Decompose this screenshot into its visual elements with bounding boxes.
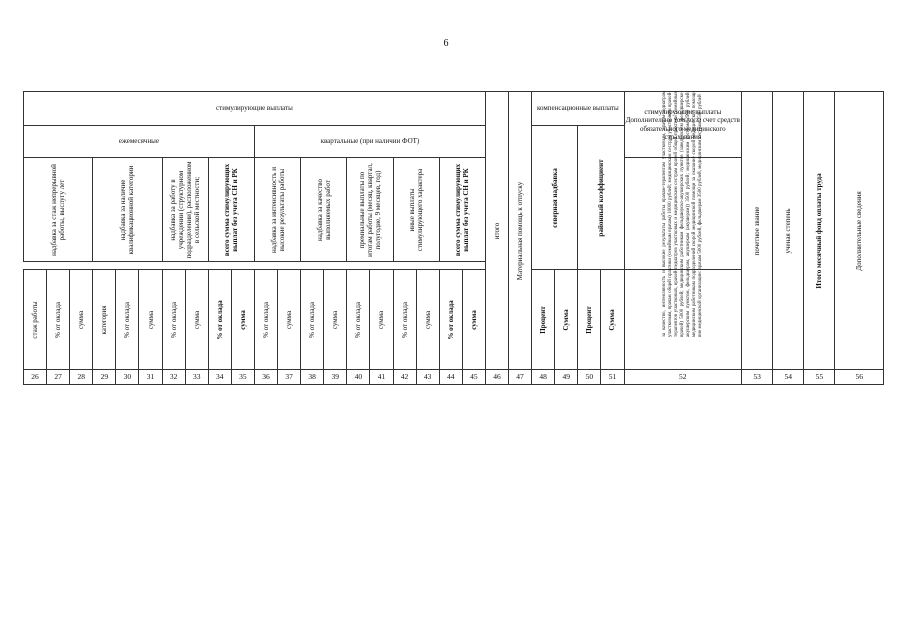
col-39: сумма (324, 270, 347, 370)
column-number: 50 (578, 370, 601, 385)
column-number: 30 (116, 370, 139, 385)
column-number: 27 (47, 370, 70, 385)
monthly-header: ежемесячные (24, 126, 255, 158)
column-number: 54 (773, 370, 804, 385)
group-quarterly-sum: всего сумма стимулирующих выплат без учета СН и РК (439, 158, 485, 262)
col-41: сумма (370, 270, 393, 370)
group-seniority: надбавка за стаж непрерывной работы, выслугу лет (24, 158, 93, 262)
monthly-fund-header: Итого месячный фонд оплаты труда (804, 92, 835, 370)
group-quality: надбавка за качество выполняемых работ (301, 158, 347, 262)
oms-stim-header: стимулирующие выплаты Дополнительно только за счет средств обязательного медицинского страхования (624, 92, 742, 158)
column-number: 31 (139, 370, 162, 385)
col-32: % от оклада (162, 270, 185, 370)
group-bonus: премиальные выплаты по итогам работы (месяц, квартал, полугодие, 9 месяцев, год) (347, 158, 393, 262)
group-monthly-sum: всего сумма стимулирующих выплат без учета СН и РК (208, 158, 254, 262)
column-number: 39 (324, 370, 347, 385)
group-intensity: надбавка за интенсивность и высокие результаты работы (254, 158, 300, 262)
stimulating-header: стимулирующие выплаты (24, 92, 486, 126)
col-37: сумма (278, 270, 301, 370)
col-28: сумма (70, 270, 93, 370)
column-number: 33 (185, 370, 208, 385)
col-49: Сумма (555, 270, 578, 370)
column-number: 34 (208, 370, 231, 385)
honorary-title-header: почетное звание (742, 92, 773, 370)
column-number: 40 (347, 370, 370, 385)
column-number: 44 (439, 370, 462, 385)
column-number: 29 (93, 370, 116, 385)
column-number: 37 (278, 370, 301, 385)
column-number: 51 (601, 370, 624, 385)
column-number: 47 (509, 370, 532, 385)
column-number: 26 (24, 370, 47, 385)
compensation-header: компенсационные выплаты (532, 92, 624, 126)
col-33: сумма (185, 270, 208, 370)
col-43: сумма (416, 270, 439, 370)
column-number: 53 (742, 370, 773, 385)
column-number: 42 (393, 370, 416, 385)
column-number: 28 (70, 370, 93, 385)
column-number: 32 (162, 370, 185, 385)
column-number: 48 (532, 370, 555, 385)
group-rural: надбавка за работу в учреждении (структурном подразделении), расположенном в сельской местности; (162, 158, 208, 262)
column-number: 38 (301, 370, 324, 385)
column-number: 43 (416, 370, 439, 385)
col-30: % от оклада (116, 270, 139, 370)
col-35: сумма (231, 270, 254, 370)
col-45: сумма (462, 270, 485, 370)
col-50: Процент (578, 270, 601, 370)
col-34: % от оклада (208, 270, 231, 370)
total-header: итого (485, 92, 508, 370)
col-31: сумма (139, 270, 162, 370)
col-26: стаж работы (24, 270, 47, 370)
oms-payments-text: за качество, интенсивность и высокие результаты работы врачам-терапевтам участковым, врачам-педиатрам участковым, врачам общей практики (семейным врачам) 10000 рублей; медицинским сестрам участковым врачей-терапевтов участковых, врачей-педиатров участковых и медицинским сестрам врачей общей практики (семейных врачей) 5000 рублей; медицинским работникам фельдшерско-акушерских пунктов (заведующим фельдшерско-акушерским пунктом, фельдшерам, акушеркам (акушерам)) 3500 рублей; медицинским сестрам 2500 рублей; медицинским работникам подразделений скорой медицинской помощи за оказание скорой медицинской помощи вне медицинской организации: врачам 5000 рублей, фельдшерам 3500 рублей, медицинским сестрам 2500 рублей (624, 158, 742, 270)
col-44: % от оклада (439, 270, 462, 370)
column-number: 49 (555, 370, 578, 385)
quarterly-header: квартальные (при наличии ФОТ) (254, 126, 485, 158)
column-number: 55 (804, 370, 835, 385)
column-number: 35 (231, 370, 254, 385)
salary-table (23, 91, 884, 385)
col-38: % от оклада (301, 270, 324, 370)
col-27: % от оклада (47, 270, 70, 370)
group-other: иные выплаты стимулирующего характера (393, 158, 439, 262)
column-number: 52 (624, 370, 742, 385)
col-40: % от оклада (347, 270, 370, 370)
col-36: % от оклада (254, 270, 277, 370)
north-allowance-header: северная надбавка (532, 126, 578, 270)
additional-info-header: Дополнительные сведения (835, 92, 884, 370)
col-51: Сумма (601, 270, 624, 370)
col-29: категория (93, 270, 116, 370)
column-number: 56 (835, 370, 884, 385)
column-number: 46 (485, 370, 508, 385)
academic-degree-header: ученая степень (773, 92, 804, 370)
col-42: % от оклада (393, 270, 416, 370)
col-48: Процент (532, 270, 555, 370)
column-numbers-row (24, 370, 884, 385)
group-category: надбавка за наличие квалификационной категории (93, 158, 162, 262)
page-number: 6 (443, 38, 449, 49)
district-coefficient-header: районный коэффициент (578, 126, 624, 270)
material-aid-header: Материальная помощь к отпуску (509, 92, 532, 370)
column-number: 41 (370, 370, 393, 385)
column-number: 36 (254, 370, 277, 385)
column-number: 45 (462, 370, 485, 385)
